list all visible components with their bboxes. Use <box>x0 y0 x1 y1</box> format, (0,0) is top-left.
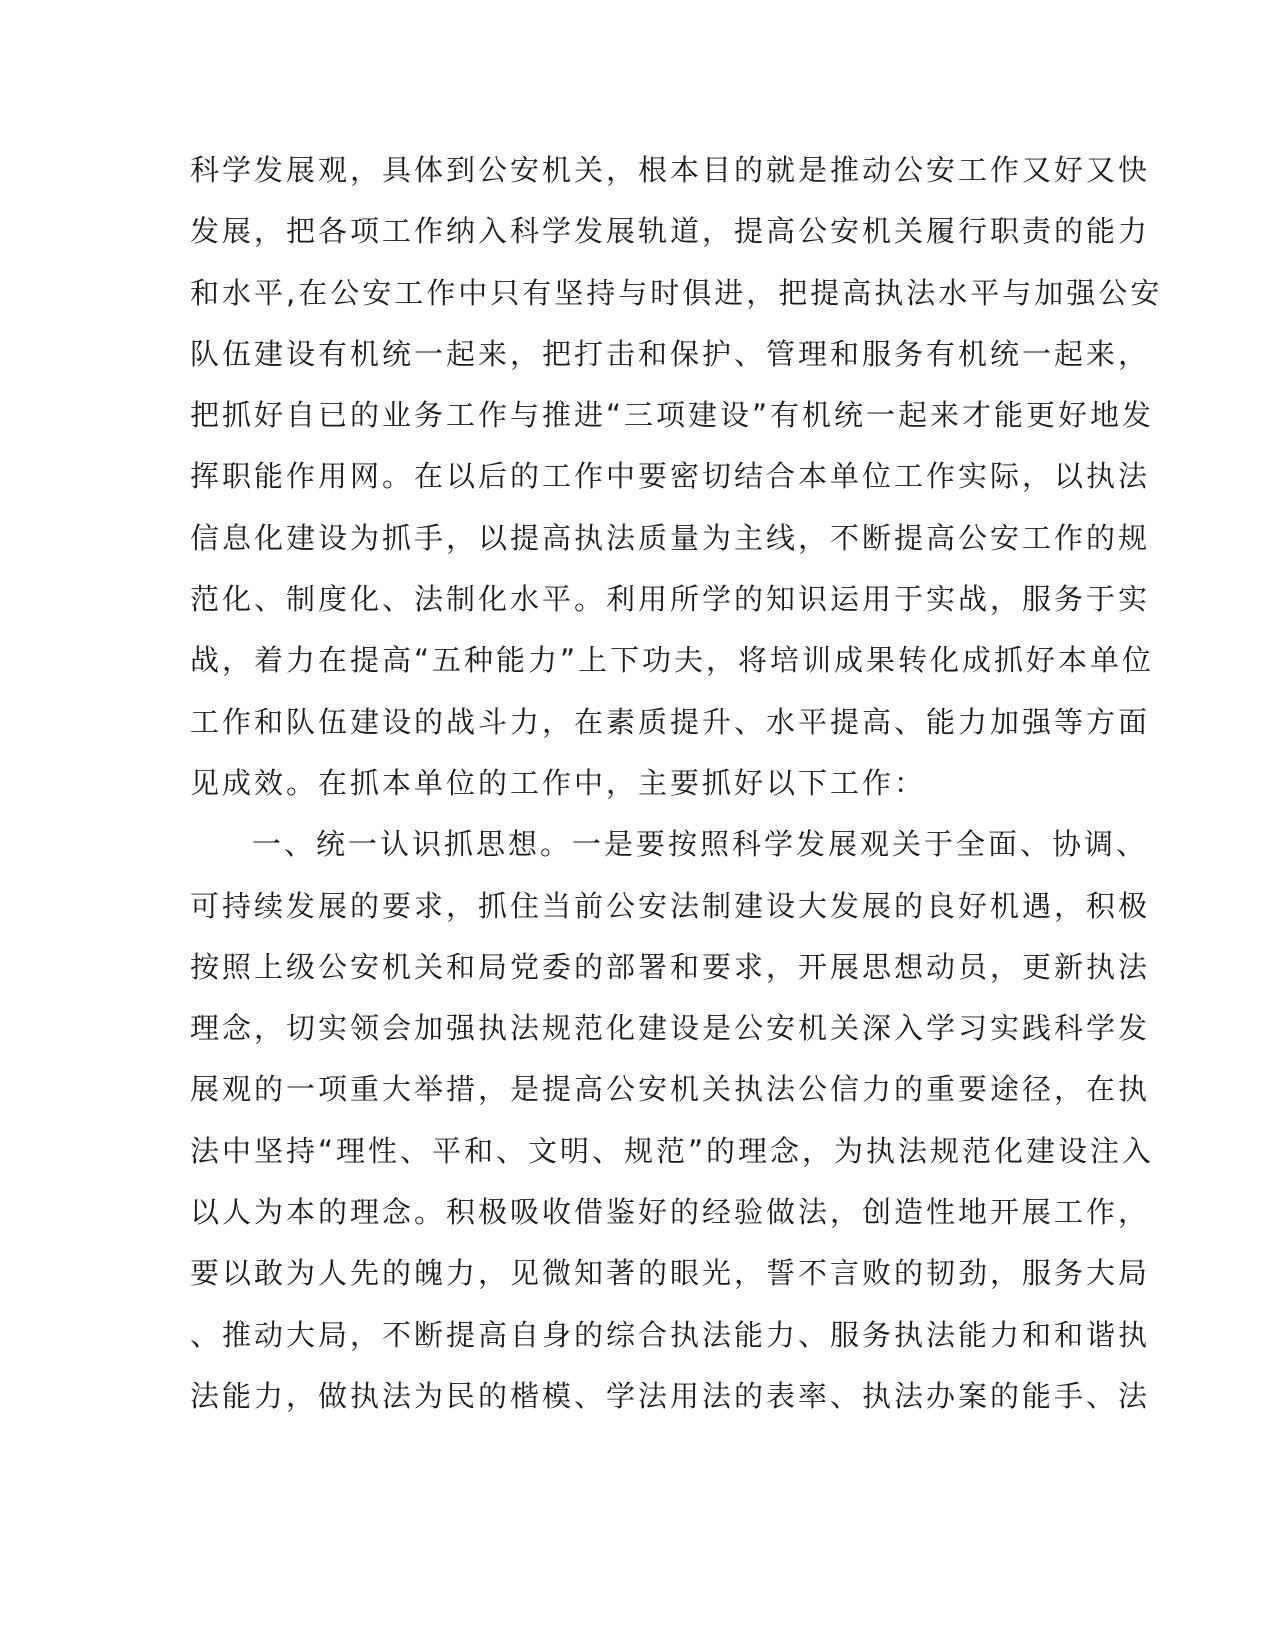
text-line: 可持续发展的要求，抓住当前公安法制建设大发展的良好机遇，积极 <box>190 888 1151 923</box>
text-line: 法能力，做执法为民的楷模、学法用法的表率、执法办案的能手、法 <box>190 1378 1151 1413</box>
text-line: 工作和队伍建设的战斗力，在素质提升、水平提高、能力加强等方面 <box>190 704 1151 739</box>
text-line: 见成效。在抓本单位的工作中，主要抓好以下工作： <box>190 765 927 800</box>
text-line: 展观的一项重大举措，是提高公安机关执法公信力的重要途径，在执 <box>190 1072 1151 1107</box>
body-text <box>190 140 1163 1427</box>
text-line: 范化、制度化、法制化水平。利用所学的知识运用于实战，服务于实 <box>190 582 1151 617</box>
text-line: 挥职能作用网。在以后的工作中要密切结合本单位工作实际，以执法 <box>190 459 1151 494</box>
text-line: 要以敢为人先的魄力，见微知著的眼光，誓不言败的韧劲，服务大局 <box>190 1256 1151 1291</box>
text-line: 队伍建设有机统一起来，把打击和保护、管理和服务有机统一起来， <box>190 336 1151 371</box>
text-line: 和水平,在公安工作中只有坚持与时俱进，把提高执法水平与加强公安 <box>190 275 1163 310</box>
text-line: 把抓好自已的业务工作与推进“三项建设”有机统一起来才能更好地发 <box>190 398 1155 433</box>
text-line: 信息化建设为抓手，以提高执法质量为主线，不断提高公安工作的规 <box>190 520 1151 555</box>
text-line: 法中坚持“理性、平和、文明、规范”的理念，为执法规范化建设注入 <box>190 1133 1155 1168</box>
section-heading-line: 一、统一认识抓思想。一是要按照科学发展观关于全面、协调、 <box>252 827 1149 862</box>
text-line: 理念，切实领会加强执法规范化建设是公安机关深入学习实践科学发 <box>190 1011 1151 1046</box>
text-line: 按照上级公安机关和局党委的部署和要求，开展思想动员，更新执法 <box>190 949 1151 984</box>
text-line: 战，着力在提高“五种能力”上下功夫，将培训成果转化成抓好本单位 <box>190 643 1155 678</box>
text-line: 发展，把各项工作纳入科学发展轨道，提高公安机关履行职责的能力 <box>190 214 1151 249</box>
text-line: 以人为本的理念。积极吸收借鉴好的经验做法，创造性地开展工作， <box>190 1195 1151 1230</box>
text-line: 科学发展观，具体到公安机关，根本目的就是推动公安工作又好又快 <box>190 153 1151 187</box>
text-line: 、推动大局，不断提高自身的综合执法能力、服务执法能力和和谐执 <box>190 1317 1151 1352</box>
